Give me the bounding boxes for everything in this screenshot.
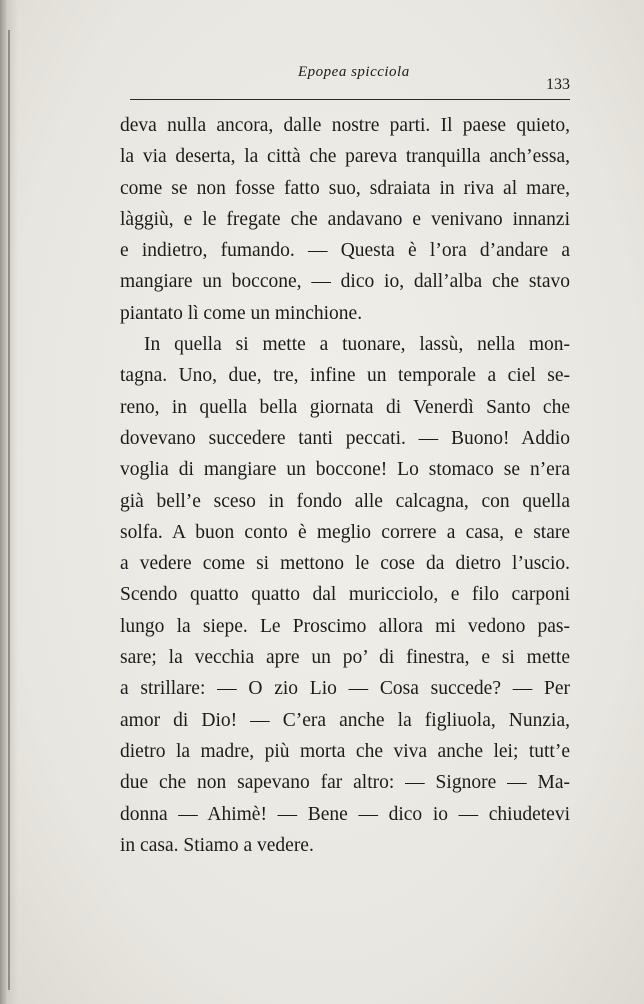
text-line: la via deserta, la città che pareva tranquilla anch’essa,: [120, 146, 570, 168]
text-line: piantato lì come un minchione.: [120, 302, 363, 324]
text-line: mangiare un boccone, — dico io, dall’alba che stavo: [120, 271, 570, 293]
header-rule: [130, 99, 570, 100]
page-header: [120, 64, 580, 94]
text-line: sare; la vecchia apre un po’ di finestra, e si mette: [120, 647, 570, 669]
text-line: làggiù, e le fregate che andavano e venivano innanzi: [120, 208, 570, 230]
text-line: reno, in quella bella giornata di Venerdì Santo che: [120, 396, 570, 418]
text-line: a vedere come si mettono le cose da dietro l’uscio.: [120, 553, 570, 575]
text-line: deva nulla ancora, dalle nostre parti. Il paese quieto,: [120, 115, 570, 136]
text-line: come se non fosse fatto suo, sdraiata in riva al mare,: [120, 177, 570, 199]
text-line: due che non sapevano far altro: — Signore — Ma-: [120, 772, 570, 794]
text-line: voglia di mangiare un boccone! Lo stomaco se n’era: [120, 459, 570, 481]
text-line: già bell’e sceso in fondo alle calcagna, con quella: [120, 490, 570, 512]
text-line: a strillare: — O zio Lio — Cosa succede? — Per: [120, 678, 570, 700]
paragraph: [120, 110, 570, 329]
text-line: In quella si mette a tuonare, lassù, nella mon-: [144, 334, 570, 356]
text-line: tagna. Uno, due, tre, infine un temporale a ciel se-: [120, 365, 570, 387]
text-line: donna — Ahimè! — Bene — dico io — chiudetevi: [120, 803, 570, 825]
text-line: solfa. A buon conto è meglio correre a casa, e stare: [120, 521, 570, 543]
text-line: lungo la siepe. Le Proscimo allora mi vedono pas-: [120, 615, 570, 637]
page-edge-line: [8, 30, 10, 990]
text-line: amor di Dio! — C’era anche la figliuola, Nunzia,: [120, 709, 570, 731]
text-line: dovevano succedere tanti peccati. — Buono! Addio: [120, 427, 570, 449]
running-title: Epopea spicciola: [298, 64, 410, 80]
paragraph: [120, 329, 570, 861]
text-line: in casa. Stiamo a vedere.: [120, 834, 314, 856]
text-line: dietro la madre, più morta che viva anche lei; tutt’e: [120, 740, 570, 762]
text-line: Scendo quatto quatto dal muricciolo, e filo carponi: [120, 584, 570, 606]
text-line: e indietro, fumando. — Questa è l’ora d’andare a: [120, 240, 570, 262]
page-number: 133: [546, 76, 570, 93]
body-text: [120, 110, 570, 861]
